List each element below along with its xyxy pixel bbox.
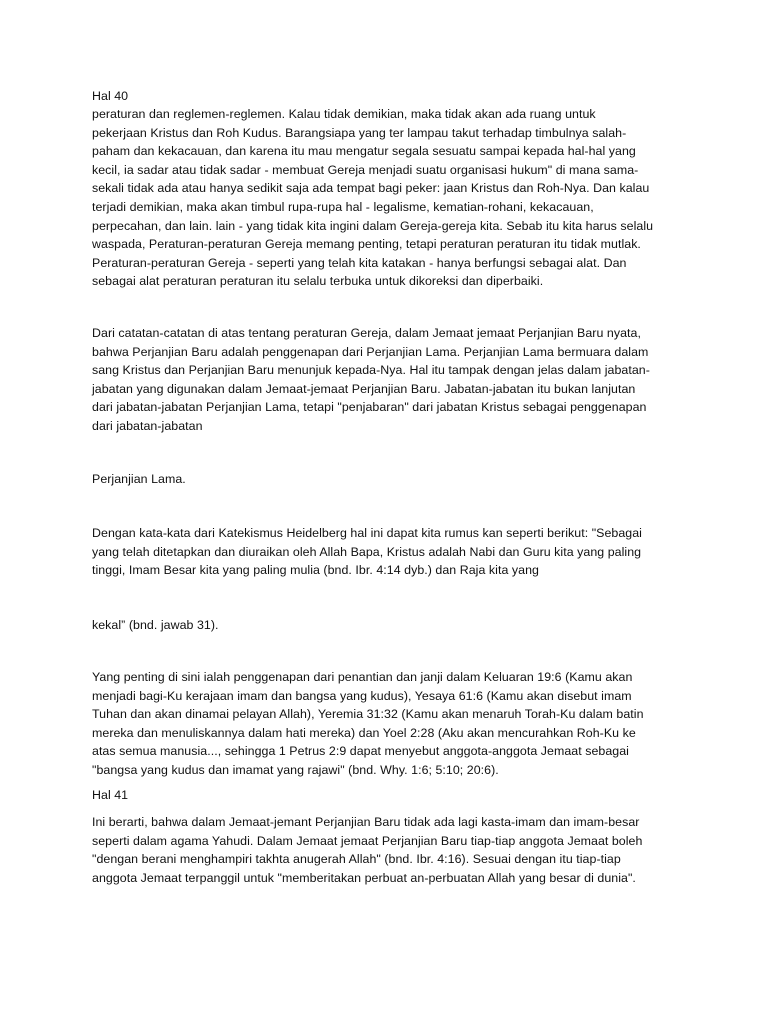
paragraph-5: kekal” (bnd. jawab 31).: [92, 618, 219, 632]
paragraph-1: peraturan dan reglemen-reglemen. Kalau tidak demikian, maka tidak akan ada ruang untuk pekerjaan Kristus dan Roh Kudus. Barangsiapa yang ter lampau takut terhadap timbulnya salah- paham dan kekacauan, dan karena itu mau mengatur segala sesuatu sampai kepada hal-hal yang kecil, ia sadar atau tidak sadar - membuat Gereja menjadi suatu organisasi hukum" di mana sama- sekali tidak ada atau hanya sedikit saja ada tempat bagi peker: jaan Kristus dan Roh-Nya. Dan kalau terjadi demikian, maka akan timbul rupa-rupa hal - legalisme, kematian-rohani, kekacauan, perpecahan, dan lain. lain - yang tidak kita ingini dalam Gereja-gereja kita. Sebab itu kita harus selalu waspada, Peraturan-peraturan Gereja memang penting, tetapi peraturan peraturan itu tidak mutlak. Peraturan-peraturan Gereja - seperti yang telah kita katakan - hanya berfungsi sebagai alat. Dan sebagai alat peraturan peraturan itu selalu terbuka untuk dikoreksi dan diperbaiki.: [92, 107, 654, 289]
paragraph-3: Perjanjian Lama.: [92, 472, 186, 486]
paragraph-7: Ini berarti, bahwa dalam Jemaat-jemant Perjanjian Baru tidak ada lagi kasta-imam dan imam-besar seperti dalam agama Yahudi. Dalam Jemaat jemaat Perjanjian Baru tiap-tiap anggota Jemaat boleh "dengan berani menghampiri takhta anugerah Allah" (bnd. Ibr. 4:16). Sesuai dengan itu tiap-tiap anggota Jemaat terpanggil untuk "memberitakan perbuat an-perbuatan Allah yang besar di dunia".: [92, 815, 643, 885]
paragraph-6: Yang penting di sini ialah penggenapan dari penantian dan janji dalam Keluaran 19:6 (Kamu akan menjadi bagi-Ku kerajaan imam dan bangsa yang kudus), Yesaya 61:6 (Kamu akan disebut imam Tuhan dan akan dinamai pelayan Allah), Yeremia 31:32 (Kamu akan menaruh Torah-Ku dalam batin mereka dan menuliskannya dalam hati mereka) dan Yoel 2:28 (Aku akan mencurahkan Roh-Ku ke atas semua manusia..., sehingga 1 Petrus 2:9 dapat menyebut anggota-anggota Jemaat sebagai "bangsa yang kudus dan imamat yang rajawi" (bnd. Why. 1:6; 5:10; 20:6).: [92, 670, 644, 777]
page-label-hal-40: Hal 40: [92, 89, 129, 103]
page-label-hal-41: Hal 41: [92, 788, 129, 802]
paragraph-4: Dengan kata-kata dari Katekismus Heidelberg hal ini dapat kita rumus kan seperti berikut: "Sebagai yang telah ditetapkan dan diuraikan oleh Allah Bapa, Kristus adalah Nabi dan Guru kita yang paling tinggi, Imam Besar kita yang paling mulia (bnd. Ibr. 4:14 dyb.) dan Raja kita yang: [92, 526, 642, 578]
paragraph-2: Dari catatan-catatan di atas tentang peraturan Gereja, dalam Jemaat jemaat Perjanjian Baru nyata, bahwa Perjanjian Baru adalah penggenapan dari Perjanjian Lama. Perjanjian Lama bermuara dalam sang Kristus dan Perjanjian Baru menunjuk kepada-Nya. Hal itu tampak dengan jelas dalam jabatan- jabatan yang digunakan dalam Jemaat-jemaat Perjanjian Baru. Jabatan-jabatan itu bukan lanjutan dari jabatan-jabatan Perjanjian Lama, tetapi "penjabaran" dari jabatan Kristus sebagai penggenapan dari jabatan-jabatan: [92, 326, 650, 433]
